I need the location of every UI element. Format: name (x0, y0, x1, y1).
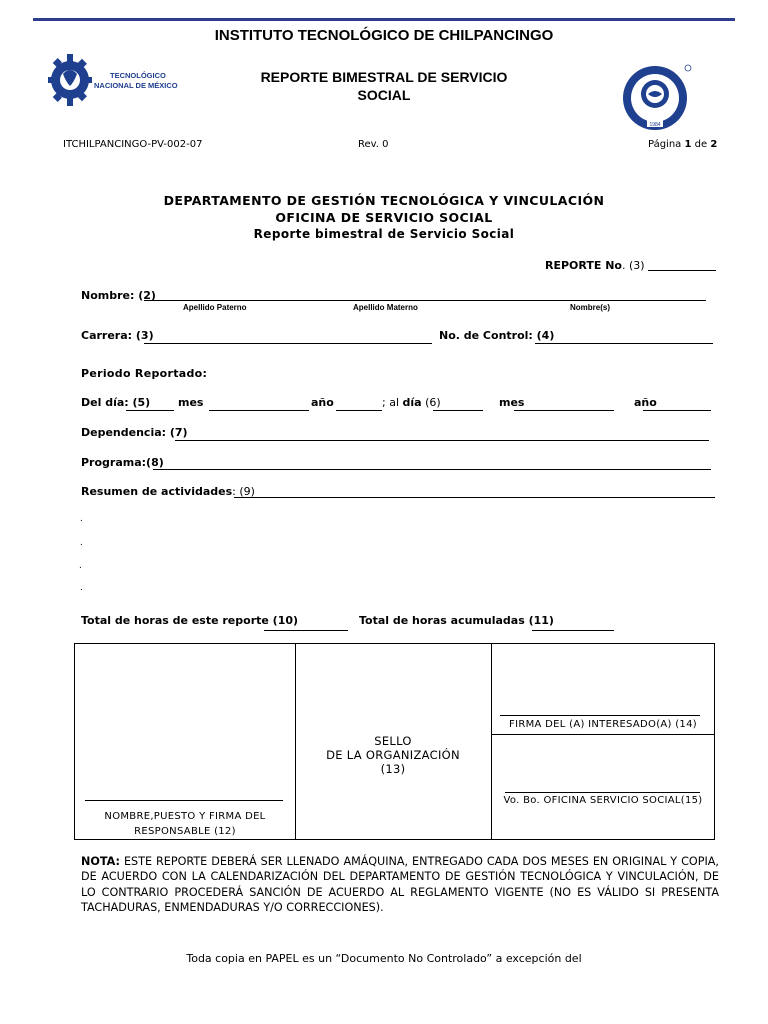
periodo-label: Periodo Reportado: (81, 367, 208, 380)
firma-interesado-caption: FIRMA DEL (A) INTERESADO(A) (14) (509, 719, 697, 730)
apellido-paterno-caption: Apellido Paterno (183, 303, 247, 312)
total-acum-field[interactable] (532, 630, 614, 631)
control-field[interactable] (535, 343, 713, 344)
seal-icon (618, 62, 696, 134)
resumen-field[interactable] (234, 497, 715, 498)
resumen (81, 485, 255, 498)
bullet-dot: . (80, 537, 83, 548)
institute-name: INSTITUTO TECNOLÓGICO DE CHILPANCINGO (214, 27, 554, 44)
al-dia (382, 396, 441, 409)
firma-interesado-line[interactable] (500, 715, 700, 716)
total-acum-label: Total de horas acumuladas (11) (359, 614, 554, 627)
reporte-no-field[interactable] (648, 270, 716, 271)
footer-text: Toda copia en PAPEL es un “Documento No Controlado” a excepción del (186, 952, 582, 965)
nombre-field[interactable] (144, 300, 706, 301)
sello-line1: SELLO (374, 734, 412, 748)
report-title: REPORTE BIMESTRAL DE SERVICIO SOCIAL (260, 69, 508, 103)
al-dia-ref: (6) (425, 396, 441, 409)
revision: Rev. 0 (358, 139, 389, 150)
table-divider (491, 734, 714, 735)
sello-line3: (13) (380, 762, 406, 776)
nota-label: NOTA: (81, 855, 120, 868)
page-total: 2 (710, 139, 718, 150)
seal-year: 1984 (649, 122, 661, 128)
resumen-ref: : (9) (232, 485, 255, 498)
del-dia-label: Del día: (5) (81, 396, 151, 409)
nota-paragraph (81, 854, 719, 915)
reporte-no-label: REPORTE No (545, 259, 622, 272)
mes2-field[interactable] (514, 410, 614, 411)
mes-field[interactable] (209, 410, 309, 411)
dependencia-label: Dependencia: (7) (81, 426, 188, 439)
page-of: de (694, 139, 708, 150)
total-horas-field[interactable] (264, 630, 348, 631)
office-title: OFICINA DE SERVICIO SOCIAL (275, 210, 493, 225)
reporte-no (545, 259, 645, 272)
institute-seal (618, 62, 696, 134)
dependencia-field[interactable] (175, 440, 709, 441)
responsable-sign-line[interactable] (85, 800, 283, 801)
logo-text-2: NACIONAL DE MÉXICO (94, 81, 178, 90)
bullet-dot: . (79, 560, 82, 571)
total-horas-label: Total de horas de este reporte (10) (81, 614, 299, 627)
sello-line2: DE LA ORGANIZACIÓN (326, 748, 460, 762)
logo-text-1: TECNOLÓGICO (110, 71, 166, 80)
programa-field[interactable] (153, 469, 711, 470)
page-number (648, 139, 717, 150)
responsable-caption: NOMBRE,PUESTO Y FIRMA DEL RESPONSABLE (12) (104, 811, 266, 837)
anio2-field[interactable] (643, 410, 711, 411)
nota-text: ESTE REPORTE DEBERÁ SER LLENADO AMÁQUINA, ENTREGADO CADA DOS MESES EN ORIGINAL Y COPIA, DE ACUERDO CON LA CALENDARIZACIÓN DEL DEPARTAMENTO DE GESTIÓN TECNOLÓGICA Y VINCULACIÓN, DE LO CONTRARIO PROCEDERÁ SANCIÓN DE ACUERDO AL REGLAMENTO VIGENTE (NO ES VÁLIDO SI PRESENTA TACHADURAS, ENMENDADURAS Y/O CORRECCIONES). (81, 855, 719, 914)
page-current: 1 (684, 139, 692, 150)
reporte-no-ref: . (3) (621, 259, 645, 272)
form-subtitle: Reporte bimestral de Servicio Social (253, 227, 515, 241)
anio-label: año (311, 396, 334, 409)
mes2-label: mes (499, 396, 525, 409)
doc-code: ITCHILPANCINGO-PV-002-07 (63, 139, 203, 150)
gear-icon (46, 44, 196, 116)
department-title: DEPARTAMENTO DE GESTIÓN TECNOLÓGICA Y VINCULACIÓN (163, 193, 605, 208)
nombre-label: Nombre: (2) (81, 289, 156, 302)
mes-label: mes (178, 396, 204, 409)
control-label: No. de Control: (4) (439, 329, 555, 342)
programa-label: Programa:(8) (81, 456, 164, 469)
sello-caption (296, 734, 490, 776)
al-dia-sep: ; al (382, 396, 399, 409)
apellido-materno-caption: Apellido Materno (353, 303, 418, 312)
page-prefix: Página (648, 139, 682, 150)
bullet-dot: . (80, 513, 83, 524)
tecnm-logo (46, 44, 196, 116)
carrera-field[interactable] (144, 343, 432, 344)
al-dia-field[interactable] (433, 410, 483, 411)
resumen-label: Resumen de actividades (81, 485, 233, 498)
del-dia-field[interactable] (126, 410, 174, 411)
header-rule (33, 18, 735, 21)
nombres-caption: Nombre(s) (570, 303, 611, 312)
al-dia-label: día (402, 396, 422, 409)
vobo-sign-line[interactable] (505, 792, 700, 793)
carrera-label: Carrera: (3) (81, 329, 154, 342)
vobo-caption: Vo. Bo. OFICINA SERVICIO SOCIAL(15) (503, 795, 703, 806)
table-divider (491, 643, 492, 839)
bullet-dot: . (80, 582, 83, 593)
anio2-label: año (634, 396, 657, 409)
anio-field[interactable] (336, 410, 382, 411)
